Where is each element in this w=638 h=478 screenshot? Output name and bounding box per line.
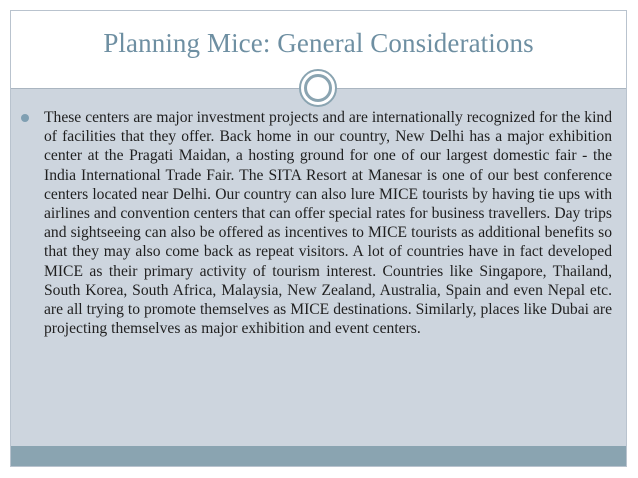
- bullet-text: These centers are major investment projects and are internationally recognized for the kind of facilities that they offer. Back home in our country, New Delhi has a major exhibition center at the Pragati Maidan, a hosting ground for one of our largest domestic fair - the India International Trade Fair. The SITA Resort at Manesar is one of our best conference centers located near Delhi. Our country can also lure MICE tourists by having tie ups with airlines and convention centers that can offer special rates for business travellers. Day trips and sightseeing can also be offered as incentives to MICE tourists as additional benefits so that they may also come back as repeat visitors. A lot of countries have in fact developed MICE as their primary activity of tourism interest. Countries like Singapore, Thailand, South Korea, South Africa, Malaysia, New Zealand, Australia, Spain and even Nepal etc. are all trying to promote themselves as MICE destinations. Similarly, places like Dubai are projecting themselves as major exhibition and event centers.: [44, 109, 612, 338]
- slide-body: [20, 108, 612, 338]
- slide-title: Planning Mice: General Considerations: [103, 28, 534, 58]
- footer-band: [11, 446, 626, 466]
- double-circle-ornament-icon: [298, 68, 338, 108]
- round-bullet-icon: [20, 113, 30, 123]
- bullet-item: [20, 108, 612, 338]
